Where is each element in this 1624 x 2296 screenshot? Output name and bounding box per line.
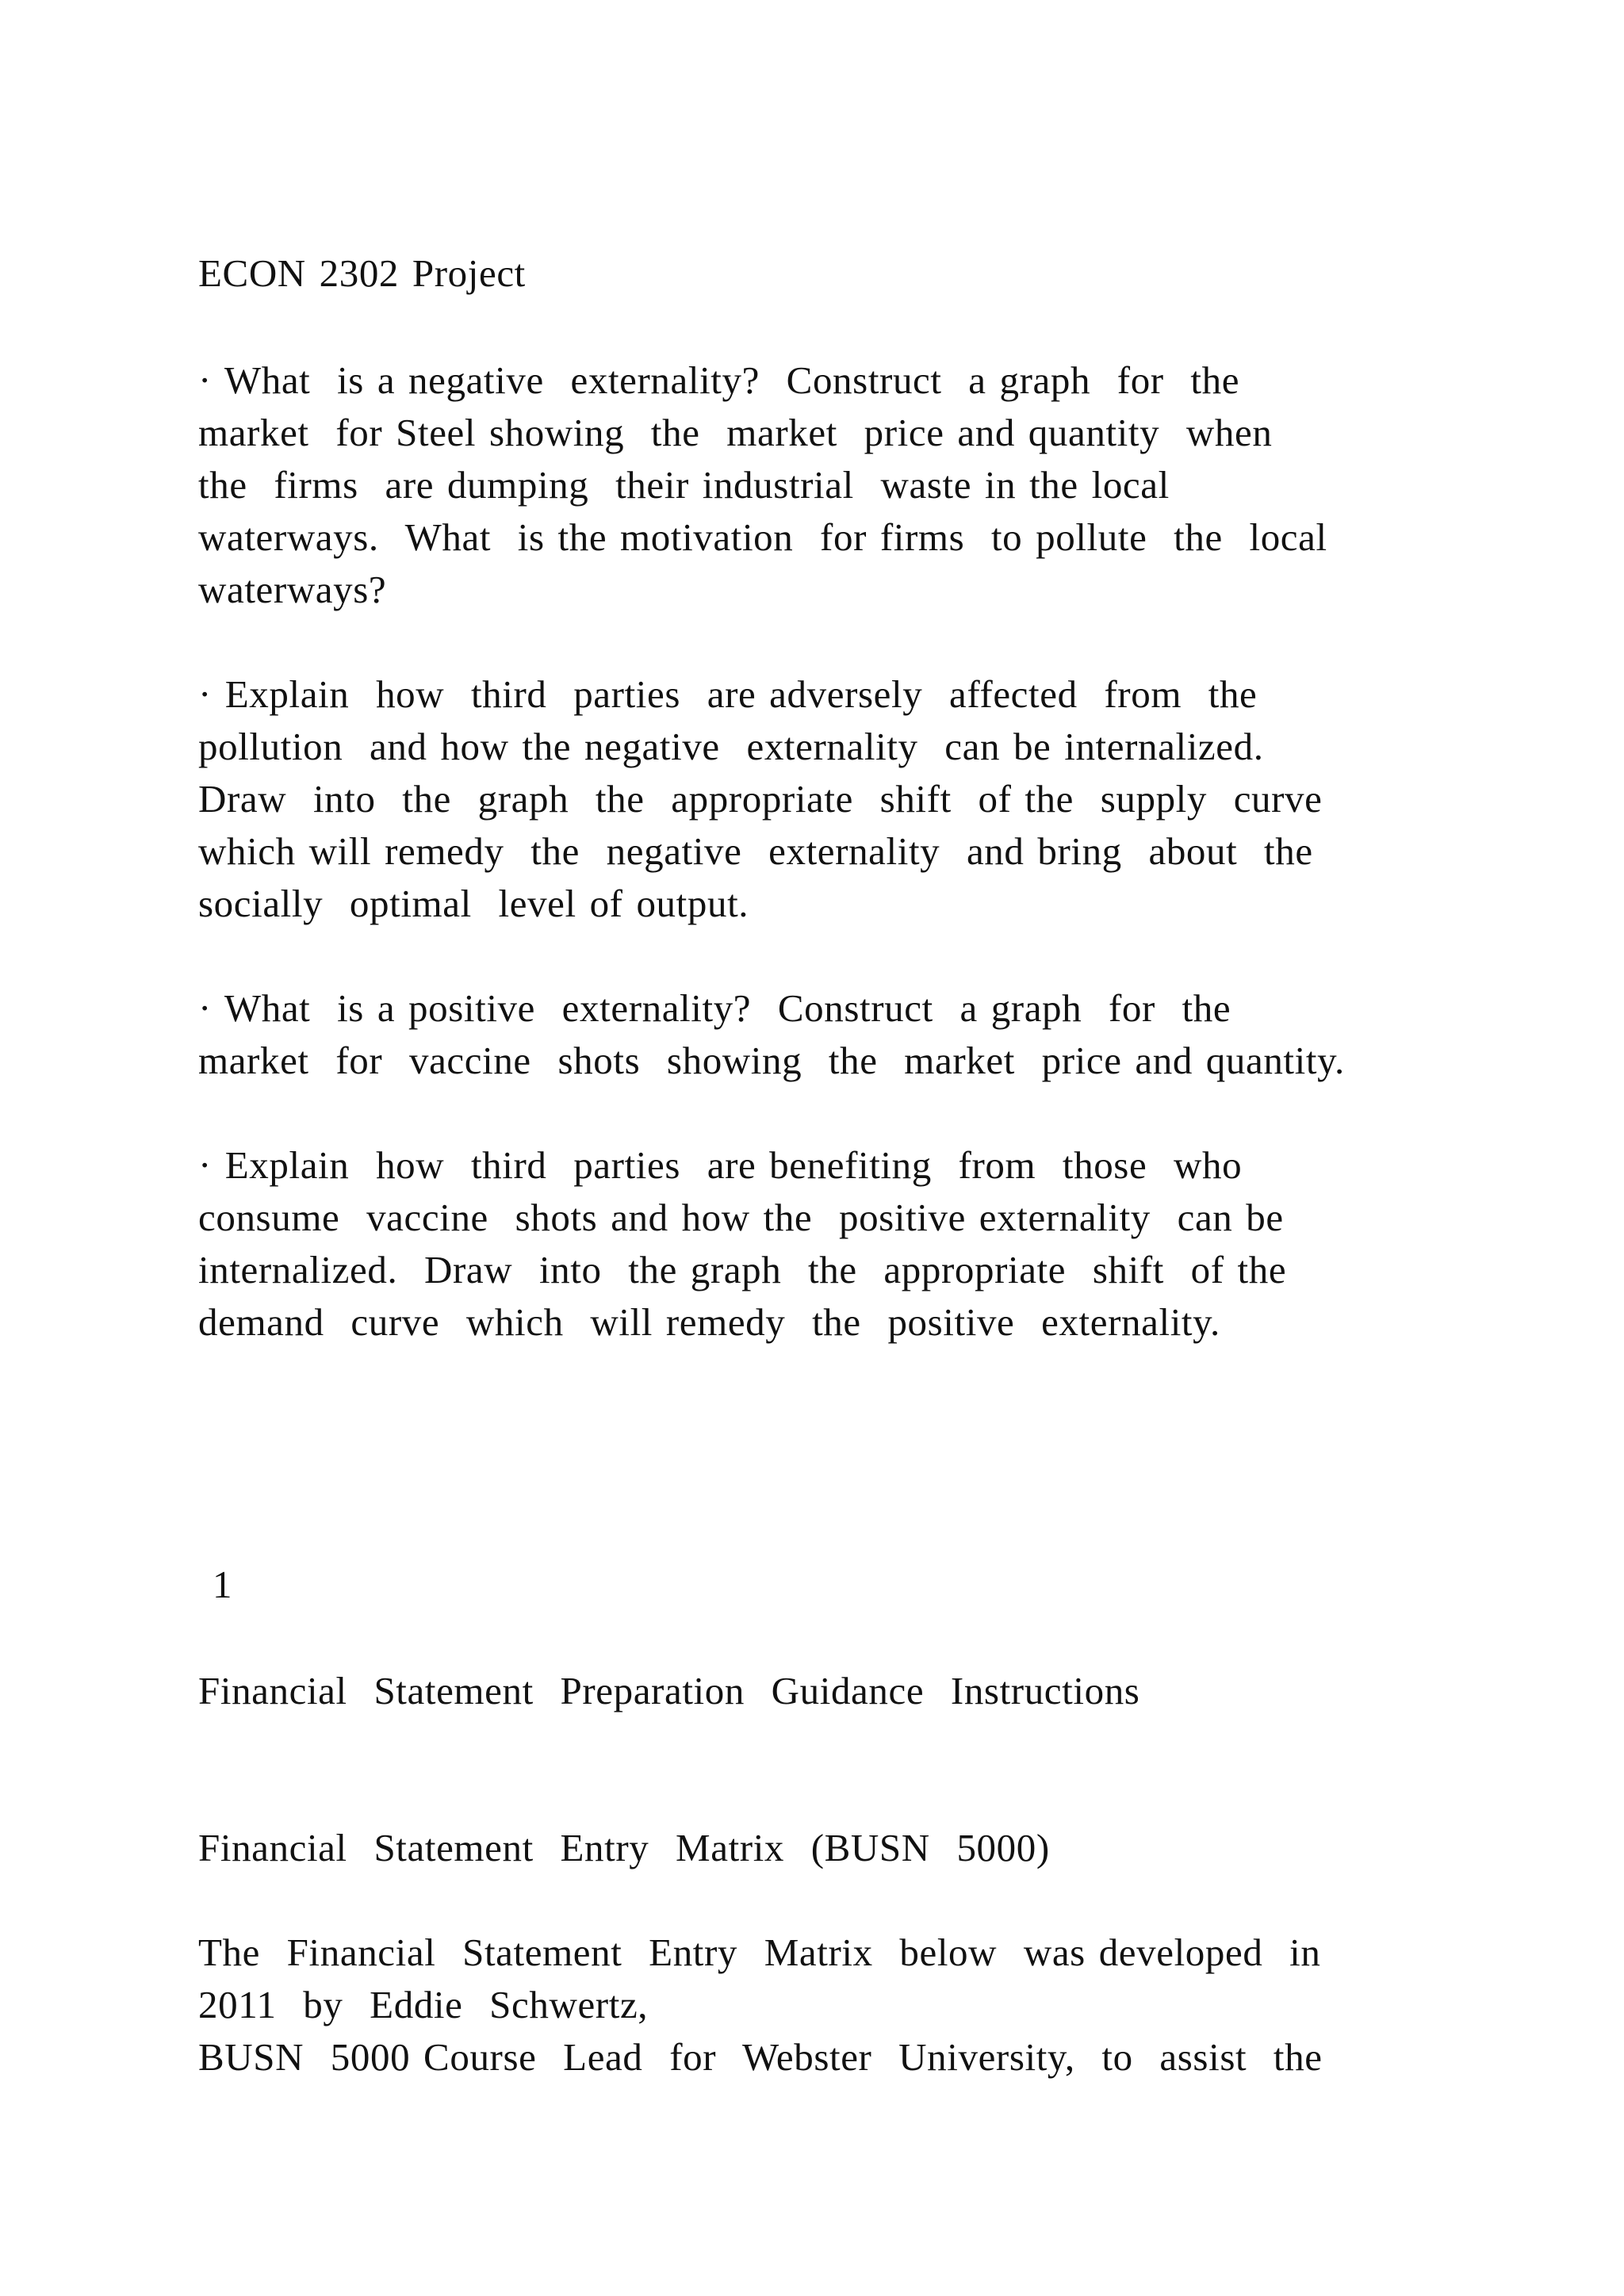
question-2-line-3: Draw into the graph the appropriate shift of the supply curve bbox=[198, 777, 1323, 821]
document-title: ECON 2302 Project bbox=[198, 251, 526, 295]
question-1-line-3: the firms are dumping their industrial waste in the local bbox=[198, 463, 1170, 507]
subheading: Financial Statement Entry Matrix (BUSN 5000) bbox=[198, 1826, 1050, 1869]
question-1-line-2: market for Steel showing the market price and quantity when bbox=[198, 411, 1273, 454]
question-2-line-4: which will remedy the negative externality and bring about the bbox=[198, 829, 1313, 873]
question-1-line-1: · What is a negative externality? Construct a graph for the bbox=[198, 358, 1240, 402]
paragraph-line-2: 2011 by Eddie Schwertz, bbox=[198, 1983, 649, 2026]
question-4-line-1: · Explain how third parties are benefiting from those who bbox=[198, 1143, 1243, 1187]
question-4-line-2: consume vaccine shots and how the positive externality can be bbox=[198, 1196, 1284, 1239]
question-3-line-2: market for vaccine shots showing the market price and quantity. bbox=[198, 1039, 1345, 1082]
question-2-line-5: socially optimal level of output. bbox=[198, 882, 749, 925]
question-1-line-4: waterways. What is the motivation for firms to pollute the local bbox=[198, 515, 1327, 559]
question-4-line-3: internalized. Draw into the graph the appropriate shift of the bbox=[198, 1248, 1287, 1292]
question-2-line-2: pollution and how the negative externality can be internalized. bbox=[198, 725, 1264, 768]
question-3-line-1: · What is a positive externality? Construct a graph for the bbox=[198, 986, 1231, 1030]
page-number: 1 bbox=[213, 1563, 232, 1606]
question-1-line-5: waterways? bbox=[198, 568, 387, 611]
paragraph-line-3: BUSN 5000 Course Lead for Webster University, to assist the bbox=[198, 2035, 1323, 2079]
question-4-line-4: demand curve which will remedy the positive externality. bbox=[198, 1300, 1220, 1344]
question-2-line-1: · Explain how third parties are adversely affected from the bbox=[198, 672, 1258, 716]
section-heading: Financial Statement Preparation Guidance Instructions bbox=[198, 1669, 1140, 1712]
paragraph-line-1: The Financial Statement Entry Matrix below was developed in bbox=[198, 1931, 1321, 1974]
